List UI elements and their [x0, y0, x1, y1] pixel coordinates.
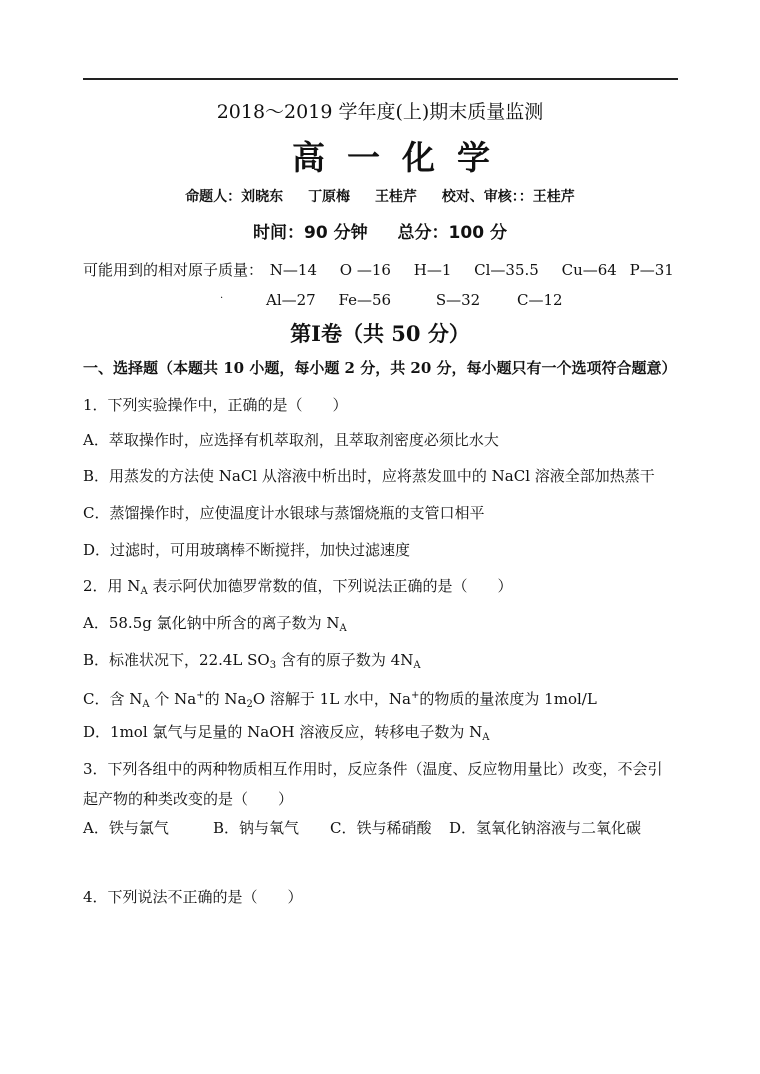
reviewer: 校对、审核：：王桂芹	[441, 189, 575, 205]
q2-option-c-text-e: 的物质的量浓度为 1mol/L	[419, 690, 597, 708]
author-3: 王桂芹	[374, 189, 417, 205]
q2-option-d-text: D．1mol 氯气与足量的 NaOH 溶液反应，转移电子数为 N	[83, 723, 483, 741]
subscript-a: A	[413, 660, 421, 671]
q2-option-d	[83, 722, 490, 748]
mass-cl: Cl—35.5	[474, 261, 539, 279]
exam-total-score: 总分：100 分	[397, 223, 507, 243]
superscript-plus: +	[411, 690, 420, 701]
atomic-mass-label: 可能用到的相对原子质量：	[83, 261, 264, 279]
atomic-mass-line-1	[83, 260, 692, 280]
q2-option-c-text-b: 个 Na	[149, 690, 197, 708]
subscript-a: A	[339, 623, 347, 634]
q2-option-b-text-b: 含有的原子数为 4N	[276, 651, 414, 669]
q3-option-d: D．氢氧化钠溶液与二氧化碳	[449, 819, 642, 837]
mass-s: S—32	[435, 291, 481, 309]
q2-option-c-text-c: 的 Na	[204, 690, 247, 708]
subscript-a: A	[142, 699, 150, 710]
q4-stem: 4．下列说法不正确的是（ ）	[83, 888, 303, 906]
q3-option-b: B．钠与氧气	[213, 819, 300, 837]
subscript-3: 3	[269, 660, 277, 671]
header-rule	[83, 78, 678, 80]
subscript-a: A	[140, 586, 148, 597]
superscript-plus: +	[196, 690, 205, 701]
subject-title: 高一化学	[292, 138, 512, 177]
q3-option-a: A．铁与氯气	[83, 819, 169, 837]
q1-option-b: B．用蒸发的方法使 NaCl 从溶液中析出时，应将蒸发皿中的 NaCl 溶液全部加热蒸干	[83, 467, 655, 485]
q2-option-c	[83, 686, 597, 715]
mass-cu: Cu—64	[561, 261, 617, 279]
subscript-2: 2	[246, 699, 253, 710]
q2-option-a	[83, 613, 347, 639]
q2-stem-text-a: 2．用 N	[83, 577, 141, 595]
q2-option-a-text: A．58.5g 氯化钠中所含的离子数为 N	[83, 614, 340, 632]
mass-h: H—1	[413, 261, 452, 279]
author-2: 丁原梅	[308, 189, 351, 205]
atomic-mass-line-2	[266, 290, 581, 310]
q2-stem	[83, 576, 512, 602]
author-1: 命题人：刘晓东	[185, 189, 284, 205]
mass-al: Al—27	[266, 291, 316, 309]
stray-dot: .	[220, 290, 224, 301]
q2-option-c-text-a: C．含 N	[83, 690, 143, 708]
mass-c: C—12	[517, 291, 563, 309]
q1-option-d: D．过滤时，可用玻璃棒不断搅拌，加快过滤速度	[83, 541, 411, 559]
part-title: 一、选择题（本题共 10 小题，每小题 2 分，共 20 分，每小题只有一个选项符合题意）	[83, 359, 677, 377]
section-title: 第Ⅰ卷（共 50 分）	[290, 321, 470, 346]
exam-time: 时间：90 分钟	[253, 223, 368, 243]
mass-o: O —16	[339, 261, 391, 279]
mass-n: N—14	[269, 261, 318, 279]
q3-option-c: C．铁与稀硝酸	[330, 819, 432, 837]
q2-option-b	[83, 650, 421, 676]
authors-line	[0, 186, 760, 206]
q3-stem-line-2: 起产物的种类改变的是（ ）	[83, 790, 294, 808]
mass-fe: Fe—56	[338, 291, 392, 309]
q1-option-a: A．萃取操作时，应选择有机萃取剂，且萃取剂密度必须比水大	[83, 431, 499, 449]
subscript-a: A	[482, 732, 490, 743]
q2-option-b-text-a: B．标准状况下，22.4L SO	[83, 651, 270, 669]
q1-stem: 1．下列实验操作中，正确的是（ ）	[83, 396, 348, 414]
q1-option-c: C．蒸馏操作时，应使温度计水银球与蒸馏烧瓶的支管口相平	[83, 504, 485, 522]
q3-options	[83, 818, 641, 838]
q2-option-c-text-d: O 溶解于 1L 水中，Na	[252, 690, 412, 708]
time-score-line	[0, 218, 760, 243]
q3-stem-line-1: 3．下列各组中的两种物质相互作用时，反应条件（温度、反应物用量比）改变，不会引	[83, 760, 663, 778]
mass-p: P—31	[629, 261, 674, 279]
exam-heading: 2018～2019 学年度(上)期末质量监测	[216, 101, 544, 123]
q2-stem-text-b: 表示阿伏加德罗常数的值，下列说法正确的是（ ）	[147, 577, 513, 595]
